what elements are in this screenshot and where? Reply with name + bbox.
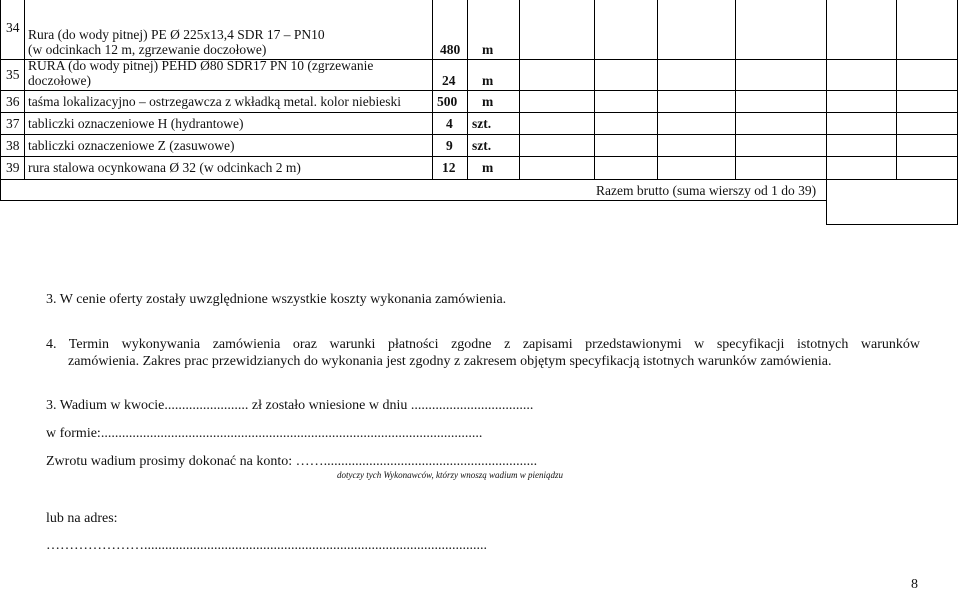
row-unit: szt. xyxy=(472,116,492,131)
row-sep xyxy=(0,179,958,180)
paragraph-costs: 3. W cenie oferty zostały uwzględnione wszystkie koszty wykonania zamówienia. xyxy=(46,292,507,307)
row-number: 34 xyxy=(6,20,20,35)
row-sep-total-box xyxy=(826,224,958,225)
wadium-form-line: w formie:............................................................................................................. xyxy=(46,426,483,441)
row-description: tabliczki oznaczeniowe H (hydrantowe) xyxy=(28,116,244,131)
row-unit: m xyxy=(482,73,494,88)
total-label: Razem brutto (suma wierszy od 1 do 39) xyxy=(596,183,817,198)
table-border-left xyxy=(0,0,1,201)
row-unit: m xyxy=(482,160,494,175)
row-sep xyxy=(0,112,958,113)
row-description: tabliczki oznaczeniowe Z (zasuwowe) xyxy=(28,138,235,153)
row-unit: m xyxy=(482,94,494,109)
row-sep xyxy=(0,134,958,135)
paragraph-terms-line1: 4. Termin wykonywania zamówienia oraz warunki płatności zgodne z zapisami przedstawionymi w specyfikacji istotnych warunków xyxy=(46,337,920,352)
wadium-address-label: lub na adres: xyxy=(46,511,118,526)
row-quantity: 4 xyxy=(446,116,453,131)
wadium-note: dotyczy tych Wykonawców, którzy wnoszą wadium w pieniądzu xyxy=(337,470,563,480)
row-quantity: 500 xyxy=(437,94,458,109)
row-description: RURA (do wody pitnej) PEHD Ø80 SDR17 PN 10 (zgrzewanie xyxy=(28,58,374,73)
row-number: 35 xyxy=(6,67,20,82)
wadium-account-line: Zwrotu wadium prosimy dokonać na konto: ……............................................................. xyxy=(46,454,538,469)
row-description: (w odcinkach 12 m, zgrzewanie doczołowe) xyxy=(28,42,267,57)
paragraph-terms-line2: zamówienia. Zakres prac przewidzianych do wykonania jest zgodny z zakresem objętym specyfikacją istotnych warunków zamówienia. xyxy=(68,354,832,369)
wadium-address-line: ………………….................................................................................................. xyxy=(46,538,487,553)
row-description: Rura (do wody pitnej) PE Ø 225x13,4 SDR 17 – PN10 xyxy=(28,27,325,42)
row-unit: m xyxy=(482,42,494,57)
row-number: 38 xyxy=(6,138,20,153)
row-number: 39 xyxy=(6,160,20,175)
row-description: rura stalowa ocynkowana Ø 32 (w odcinkach 2 m) xyxy=(28,160,301,175)
row-sep-total xyxy=(0,200,827,201)
row-unit: szt. xyxy=(472,138,492,153)
row-quantity: 12 xyxy=(442,160,456,175)
page-number: 8 xyxy=(911,577,918,592)
row-number: 36 xyxy=(6,94,20,109)
row-description: taśma lokalizacyjno – ostrzegawcza z wkładką metal. kolor niebieski xyxy=(28,94,401,109)
row-sep xyxy=(0,90,958,91)
row-number: 37 xyxy=(6,116,20,131)
wadium-amount-line: 3. Wadium w kwocie........................ zł zostało wniesione w dniu ................................... xyxy=(46,398,534,413)
row-description: doczołowe) xyxy=(28,73,91,88)
row-quantity: 24 xyxy=(442,73,456,88)
row-sep xyxy=(0,156,958,157)
row-quantity: 480 xyxy=(440,42,461,57)
row-quantity: 9 xyxy=(446,138,453,153)
